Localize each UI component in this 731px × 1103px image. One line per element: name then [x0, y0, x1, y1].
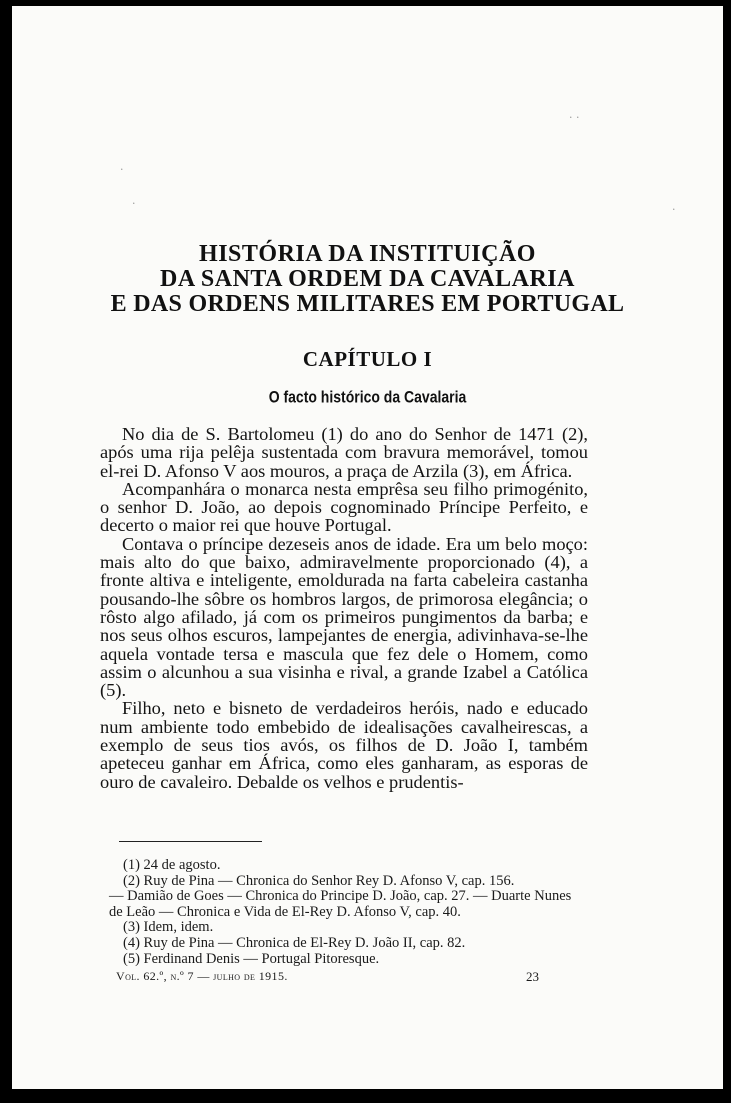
document-title-line-2: DA SANTA ORDEM DA CAVALARIA — [160, 266, 575, 292]
document-title-line-3: E DAS ORDENS MILITARES EM PORTUGAL — [110, 291, 625, 317]
issue-footer: Vol. 62.º, n.º 7 — julho de 1915. — [116, 969, 288, 983]
paragraph: No dia de S. Bartolomeu (1) do ano do Senhor de 1471 (2), após uma rija pelêja sustentada com bravura memorável, tomou el-rei D. Afonso V aos mouros, a praça de Arzila (3), em África. — [100, 424, 588, 481]
scan-speck: · — [672, 203, 676, 216]
scan-speck: · — [132, 197, 136, 210]
chapter-heading: CAPÍTULO I — [302, 347, 433, 371]
footnote: (4) Ruy de Pina — Chronica de El-Rey D. João II, cap. 82. — [123, 934, 466, 951]
document-page — [12, 6, 723, 1089]
footnotes — [109, 858, 584, 967]
scan-speck: · · — [569, 111, 580, 124]
document-title-line-1: HISTÓRIA DA INSTITUIÇÃO — [199, 241, 536, 267]
footnote: (3) Idem, idem. — [123, 919, 214, 936]
footnote-divider — [119, 841, 262, 842]
footnote: (2) Ruy de Pina — Chronica do Senhor Rey D. Afonso V, cap. 156. — [123, 872, 515, 889]
scan-speck: · — [120, 163, 124, 176]
body-text — [100, 425, 588, 791]
footnote: (5) Ferdinand Denis — Portugal Pitoresque. — [123, 950, 380, 967]
footnote: (1) 24 de agosto. — [123, 857, 221, 873]
page-number: 23 — [526, 969, 539, 984]
chapter-subtitle: O facto histórico da Cavalaria — [268, 387, 467, 406]
paragraph: Filho, neto e bisneto de verdadeiros heróis, nado e educado num ambiente todo embebido de idealisações cavalheirescas, a exemplo de seus tios avós, os filhos de D. João I, também apeteceu ganhar em África, como eles ganharam, as esporas de ouro de cavaleiro. Debalde os velhos e prudentis- — [100, 698, 588, 792]
paragraph: Acompanhára o monarca nesta emprêsa seu filho primogénito, o senhor D. João, ao depois cognominado Príncipe Perfeito, e decerto o maior rei que houve Portugal. — [100, 478, 588, 536]
paragraph: Contava o príncipe dezeseis anos de idade. Era um belo moço: mais alto do que baixo, admiravelmente proporcionado (4), a fronte altiva e inteligente, emoldurada na farta cabeleira castanha pousando-lhe sôbre os hombros largos, de primorosa elegância; o rôsto algo afilado, já com os primeiros pungimentos da barba; e nos seus olhos escuros, lampejantes de energia, adivinhava-se-lhe aquela vontade tersa e mascula que fez dele o Homem, como assim o alcunhou a sua visinha e rival, a grande Izabel a Católica (5). — [100, 533, 588, 701]
footnote-continuation: — Damião de Goes — Chronica do Principe D. João, cap. 27. — Duarte Nunes de Leão — Chronica e Vida de El-Rey D. Afonso V, cap. 40. — [109, 888, 572, 920]
